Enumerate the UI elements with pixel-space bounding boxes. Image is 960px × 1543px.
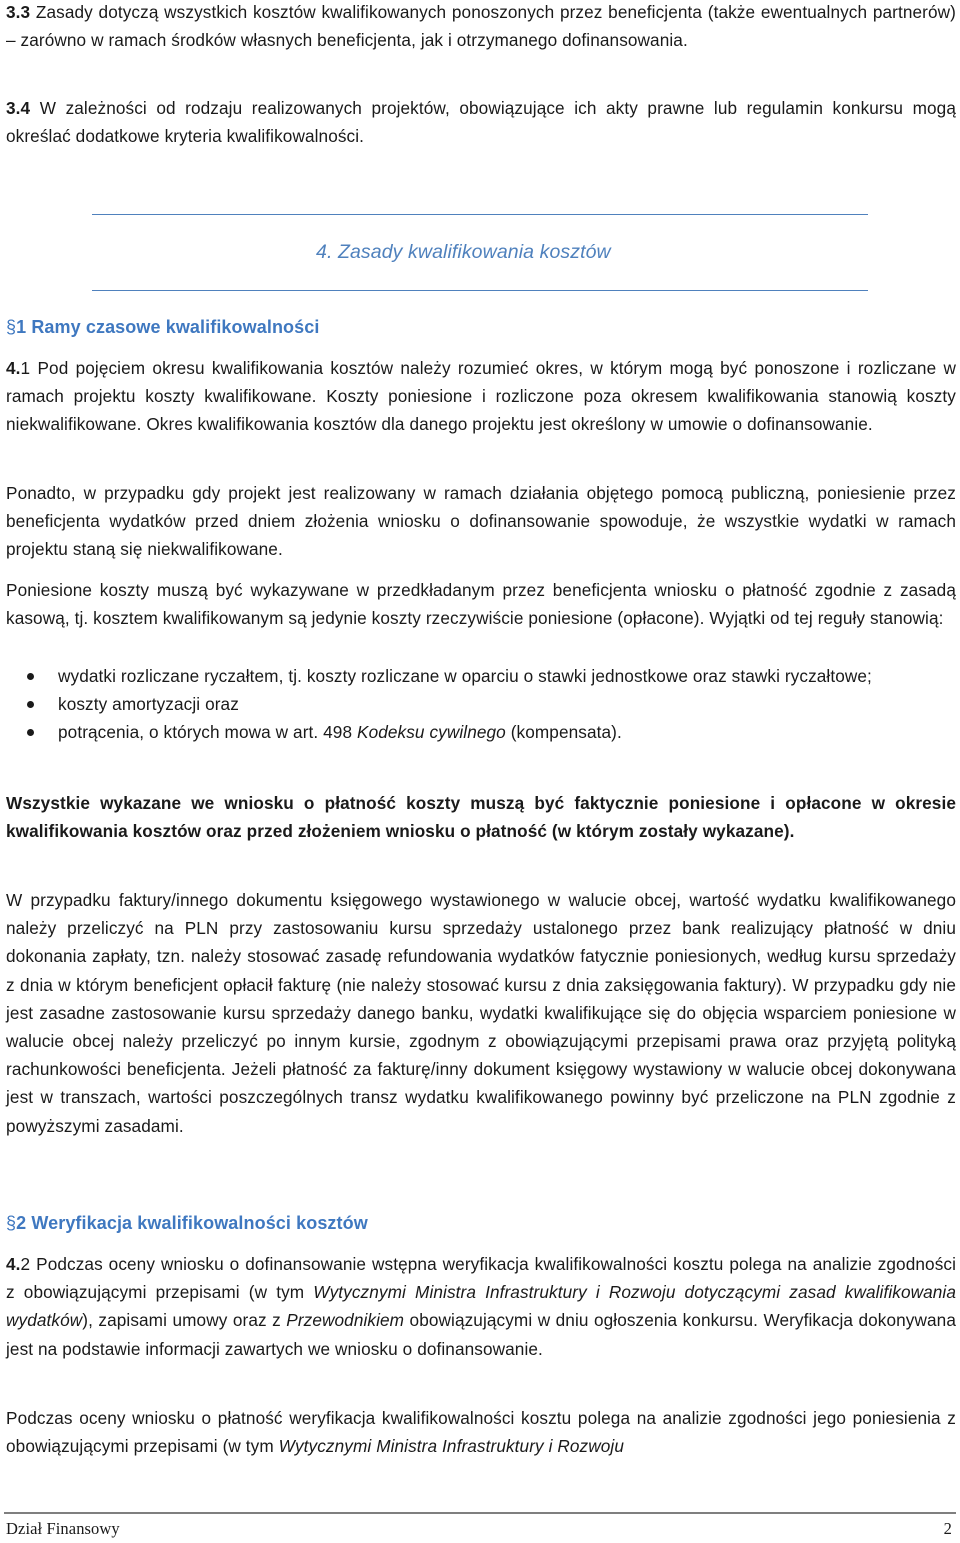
paragraph-bold-notice: Wszystkie wykazane we wniosku o płatność koszty muszą być faktycznie poniesione i opłacone w okresie kwalifikowania kosztów oraz przed złożeniem wniosku o płatność (w którym zostały wykazane).: [6, 793, 956, 842]
paragraph-3-4: [6, 94, 956, 150]
paragraph-4-1: [6, 354, 956, 439]
chapter-rule-top: [92, 214, 868, 215]
paragraph-4-2: [6, 1250, 956, 1363]
section-heading-2: [6, 1209, 368, 1237]
paragraph-text: Pod pojęciem okresu kwalifikowania kosztów należy rozumieć okres, w którym mogą być ponoszone i rozliczane w ramach projektu koszty kwalifikowane.: [6, 358, 956, 407]
paragraph-text: Podczas oceny wniosku o płatność weryfikacja kwalifikowalności kosztu polega na analizie zgodności jego poniesienia z obowiązującymi przepisami (w tym: [6, 1408, 956, 1457]
list-item: [6, 718, 956, 746]
paragraph-number-suffix: 1: [20, 358, 31, 378]
chapter-title: 4. Zasady kwalifikowania kosztów: [316, 241, 611, 263]
paragraph-waluta: W przypadku faktury/innego dokumentu księgowego wystawionego w walucie obcej, wartość wydatku kwalifikowanego należy przeliczyć na PLN przy zastosowaniu kursu sprzedaży ustalonego przez bank realizujący płatność w dniu dokonania zapłaty, tzn. należy stosować zasadę refundowania wydatków fatycznie poniesionych, według kursu sprzedaży z dnia w którym beneficjent opłacił fakturę (nie należy stosować kursu z dnia zaksięgowania faktury). W przypadku gdy nie jest zasadne zastosowanie kursu sprzedaży danego banku, wydatki kwalifikujące się do objęcia wsparciem poniesione w walucie obcej należy przeliczyć po innym kursie, zgodnym z obowiązującymi przepisami prawa oraz przyjętą polityką rachunkowości beneficjenta. Jeżeli płatność za fakturę/inny dokument księgowy wystawiony w walucie obcej dokonywana jest w transzach, wartości poszczególnych transz wydatku kwalifikowanego powinny być przeliczone na PLN zgodnie z powyższymi zasadami.: [6, 890, 956, 1136]
list-item: wydatki rozliczane ryczałtem, tj. koszty rozliczane w oparciu o stawki jednostkowe oraz stawki ryczałtowe;: [6, 662, 956, 690]
list-item: koszty amortyzacji oraz: [6, 690, 956, 718]
footer-divider: [4, 1512, 956, 1514]
paragraph-number: 4.: [6, 1254, 21, 1274]
page-number: 2: [943, 1519, 952, 1538]
paragraph-text: Okres kwalifikowania kosztów dla danego projektu jest określony w umowie o dofinansowanie.: [146, 414, 873, 435]
paragraph-text: W zależności od rodzaju realizowanych projektów, obowiązujące ich akty prawne lub regulamin konkursu mogą określać dodatkowe kryteria kwalifikowalności.: [6, 98, 956, 147]
section-heading-1: [6, 313, 319, 341]
list-item-text: (kompensata).: [505, 722, 622, 743]
paragraph-text: Podczas oceny wniosku o dofinansowanie wstępna weryfikacja kwalifikowalności kosztu polega na analizie zgodności z obowiązującymi przepisami (w tym: [6, 1254, 956, 1303]
list-item-text: potrącenia, o których mowa w art. 498: [58, 722, 357, 743]
paragraph-text: Zasady dotyczą wszystkich kosztów kwalifikowanych ponoszonych przez beneficjenta (także ewentualnych partnerów) – zarówno w ramach środków własnych beneficjenta, jak i otrzymanego dofinansowania.: [6, 2, 956, 51]
paragraph-italic: Przewodnikiem: [286, 1310, 405, 1331]
paragraph-3-3: [6, 0, 956, 54]
section-sign: §: [6, 317, 17, 337]
paragraph-poniesione: Poniesione koszty muszą być wykazywane w przedkładanym przez beneficjenta wniosku o płatność zgodnie z zasadą kasową, tj. kosztem kwalifikowanym są jedynie koszty rzeczywiście poniesione (opłacone). Wyjątki od tej reguły stanowią:: [6, 580, 956, 629]
paragraph-italic: Wytycznymi Ministra Infrastruktury i Rozwoju dotyczącymi zasad kwalifikowania wydatków: [6, 1282, 957, 1331]
paragraph-number: 3.: [6, 98, 21, 118]
paragraph-text: ), zapisami umowy oraz z: [82, 1310, 287, 1331]
paragraph-number-suffix: 4: [20, 98, 31, 118]
chapter-rule-bottom: [92, 290, 868, 291]
paragraph-number-suffix: 2: [20, 1254, 31, 1274]
paragraph-number: 3.3: [6, 2, 31, 22]
section-sign: §: [6, 1213, 17, 1233]
paragraph-number: 4.: [6, 358, 21, 378]
section-heading-text: 2 Weryfikacja kwalifikowalności kosztów: [16, 1213, 368, 1233]
footer-department: Dział Finansowy: [6, 1519, 120, 1538]
paragraph-ponadto: Ponadto, w przypadku gdy projekt jest realizowany w ramach działania objętego pomocą publiczną, poniesienie przez beneficjenta wydatków przed dniem złożenia wniosku o dofinansowanie spowoduje, że wszystkie wydatki w ramach projektu staną się niekwalifikowane.: [6, 483, 956, 560]
section-heading-text: 1 Ramy czasowe kwalifikowalności: [16, 317, 320, 337]
list-item-italic: Kodeksu cywilnego: [357, 722, 506, 743]
paragraph-italic: Wytycznymi Ministra Infrastruktury i Rozwoju: [278, 1436, 625, 1457]
paragraph-text: Koszty poniesione i rozliczone poza okresem kwalifikowania stanowią koszty niekwalifikowane.: [6, 386, 956, 435]
exceptions-list: [6, 662, 956, 747]
paragraph-text: obowiązującymi w dniu ogłoszenia konkursu. Weryfikacja dokonywana jest na podstawie informacji zawartych we wniosku o dofinansowanie.: [6, 1310, 956, 1359]
paragraph-platnosc: [6, 1404, 956, 1460]
